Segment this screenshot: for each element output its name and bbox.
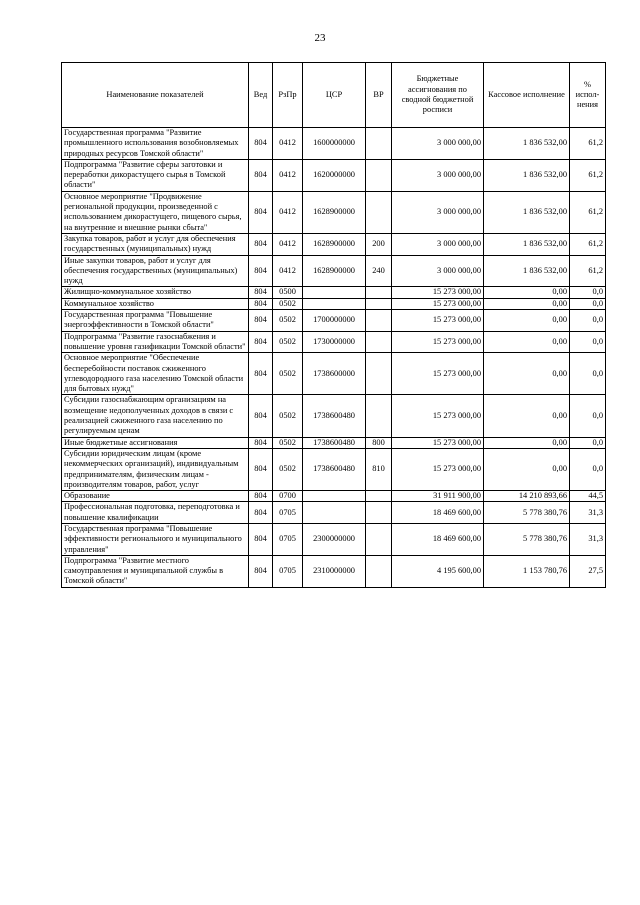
cell-rzpr: 0500 bbox=[273, 287, 303, 298]
cell-ved: 804 bbox=[249, 437, 273, 448]
cell-vr bbox=[366, 395, 392, 437]
cell-csr bbox=[303, 502, 366, 524]
cell-csr: 1628900000 bbox=[303, 233, 366, 255]
cell-csr bbox=[303, 298, 366, 309]
cell-cash: 1 836 532,00 bbox=[484, 255, 570, 287]
table-row bbox=[62, 448, 606, 490]
cell-rzpr: 0502 bbox=[273, 448, 303, 490]
cell-rzpr: 0412 bbox=[273, 255, 303, 287]
cell-rzpr: 0700 bbox=[273, 491, 303, 502]
cell-ved: 804 bbox=[249, 191, 273, 233]
cell-vr: 800 bbox=[366, 437, 392, 448]
cell-name: Подпрограмма "Развитие местного самоуправления и муниципальной службы в Томской области" bbox=[62, 555, 249, 587]
budget-execution-table bbox=[61, 62, 606, 588]
cell-name: Государственная программа "Повышение эффективности регионального и муниципального управления" bbox=[62, 523, 249, 555]
cell-csr bbox=[303, 491, 366, 502]
table-row bbox=[62, 502, 606, 524]
cell-cash: 0,00 bbox=[484, 310, 570, 332]
cell-percent: 61,2 bbox=[570, 128, 606, 160]
table-row bbox=[62, 233, 606, 255]
cell-cash: 0,00 bbox=[484, 298, 570, 309]
cell-cash: 1 836 532,00 bbox=[484, 233, 570, 255]
cell-name: Государственная программа "Повышение энергоэффективности в Томской области" bbox=[62, 310, 249, 332]
cell-budget: 15 273 000,00 bbox=[392, 331, 484, 353]
header-cash: Кассовое исполнение bbox=[484, 63, 570, 128]
page-number: 23 bbox=[314, 32, 326, 44]
cell-ved: 804 bbox=[249, 310, 273, 332]
cell-percent: 0,0 bbox=[570, 298, 606, 309]
cell-cash: 0,00 bbox=[484, 437, 570, 448]
header-ved: Вед bbox=[249, 63, 273, 128]
cell-name: Основное мероприятие "Обеспечение бесперебойности поставок сжиженного углеводородного газа населению Томской области для бытовых нужд" bbox=[62, 353, 249, 395]
cell-cash: 0,00 bbox=[484, 395, 570, 437]
cell-cash: 0,00 bbox=[484, 287, 570, 298]
cell-csr: 1738600480 bbox=[303, 448, 366, 490]
cell-budget: 18 469 600,00 bbox=[392, 502, 484, 524]
cell-budget: 3 000 000,00 bbox=[392, 159, 484, 191]
cell-percent: 61,2 bbox=[570, 233, 606, 255]
cell-rzpr: 0412 bbox=[273, 128, 303, 160]
cell-percent: 0,0 bbox=[570, 287, 606, 298]
cell-csr bbox=[303, 287, 366, 298]
cell-ved: 804 bbox=[249, 331, 273, 353]
cell-rzpr: 0502 bbox=[273, 310, 303, 332]
cell-name: Субсидии юридическим лицам (кроме некоммерческих организаций), индивидуальным предпринимателям, физическим лицам - производителям товаров, работ, услуг bbox=[62, 448, 249, 490]
cell-budget: 15 273 000,00 bbox=[392, 287, 484, 298]
cell-csr: 1738600000 bbox=[303, 353, 366, 395]
cell-rzpr: 0705 bbox=[273, 555, 303, 587]
cell-cash: 5 778 380,76 bbox=[484, 523, 570, 555]
table-header-row bbox=[62, 63, 606, 128]
cell-cash: 1 836 532,00 bbox=[484, 191, 570, 233]
cell-vr bbox=[366, 287, 392, 298]
table-row bbox=[62, 298, 606, 309]
cell-cash: 0,00 bbox=[484, 331, 570, 353]
table-row bbox=[62, 191, 606, 233]
cell-vr bbox=[366, 191, 392, 233]
table-row bbox=[62, 331, 606, 353]
cell-percent: 0,0 bbox=[570, 437, 606, 448]
cell-csr: 1738600480 bbox=[303, 437, 366, 448]
table-row bbox=[62, 491, 606, 502]
cell-ved: 804 bbox=[249, 491, 273, 502]
cell-percent: 0,0 bbox=[570, 331, 606, 353]
cell-budget: 15 273 000,00 bbox=[392, 448, 484, 490]
cell-vr bbox=[366, 523, 392, 555]
cell-ved: 804 bbox=[249, 298, 273, 309]
cell-name: Подпрограмма "Развитие сферы заготовки и переработки дикорастущего сырья в Томской области" bbox=[62, 159, 249, 191]
cell-percent: 0,0 bbox=[570, 310, 606, 332]
cell-csr: 1600000000 bbox=[303, 128, 366, 160]
cell-rzpr: 0705 bbox=[273, 523, 303, 555]
cell-name: Субсидии газоснабжающим организациям на возмещение недополученных доходов в связи с реализацией сжиженного газа населению по регулируемым ценам bbox=[62, 395, 249, 437]
cell-vr bbox=[366, 128, 392, 160]
table-row bbox=[62, 555, 606, 587]
table-row bbox=[62, 353, 606, 395]
cell-rzpr: 0502 bbox=[273, 353, 303, 395]
table-row bbox=[62, 437, 606, 448]
cell-percent: 0,0 bbox=[570, 448, 606, 490]
header-name: Наименование показателей bbox=[62, 63, 249, 128]
cell-vr bbox=[366, 353, 392, 395]
cell-budget: 15 273 000,00 bbox=[392, 437, 484, 448]
cell-percent: 0,0 bbox=[570, 353, 606, 395]
cell-cash: 0,00 bbox=[484, 353, 570, 395]
cell-ved: 804 bbox=[249, 159, 273, 191]
cell-budget: 3 000 000,00 bbox=[392, 233, 484, 255]
cell-budget: 18 469 600,00 bbox=[392, 523, 484, 555]
header-rzpr: РзПр bbox=[273, 63, 303, 128]
cell-name: Иные закупки товаров, работ и услуг для обеспечения государственных (муниципальных) нужд bbox=[62, 255, 249, 287]
cell-ved: 804 bbox=[249, 353, 273, 395]
cell-budget: 3 000 000,00 bbox=[392, 191, 484, 233]
cell-cash: 5 778 380,76 bbox=[484, 502, 570, 524]
cell-csr: 1628900000 bbox=[303, 191, 366, 233]
table-row bbox=[62, 310, 606, 332]
cell-ved: 804 bbox=[249, 523, 273, 555]
table-row bbox=[62, 255, 606, 287]
table-row bbox=[62, 523, 606, 555]
cell-name: Основное мероприятие "Продвижение региональной продукции, произведенной с использованием дикорастущего, пищевого сырья, на внутренние и внешние рынки сбыта" bbox=[62, 191, 249, 233]
cell-vr bbox=[366, 555, 392, 587]
table-row bbox=[62, 395, 606, 437]
cell-budget: 15 273 000,00 bbox=[392, 310, 484, 332]
cell-budget: 3 000 000,00 bbox=[392, 128, 484, 160]
cell-budget: 15 273 000,00 bbox=[392, 298, 484, 309]
cell-ved: 804 bbox=[249, 255, 273, 287]
table-row bbox=[62, 128, 606, 160]
cell-cash: 14 210 893,66 bbox=[484, 491, 570, 502]
cell-rzpr: 0502 bbox=[273, 331, 303, 353]
cell-vr bbox=[366, 491, 392, 502]
cell-csr: 1628900000 bbox=[303, 255, 366, 287]
cell-budget: 3 000 000,00 bbox=[392, 255, 484, 287]
header-percent: % испол-нения bbox=[570, 63, 606, 128]
cell-vr bbox=[366, 502, 392, 524]
cell-percent: 61,2 bbox=[570, 191, 606, 233]
cell-name: Государственная программа "Развитие промышленного использования возобновляемых природных ресурсов Томской области" bbox=[62, 128, 249, 160]
cell-vr bbox=[366, 310, 392, 332]
header-vr: ВР bbox=[366, 63, 392, 128]
cell-percent: 31,3 bbox=[570, 502, 606, 524]
cell-csr: 1730000000 bbox=[303, 331, 366, 353]
cell-percent: 0,0 bbox=[570, 395, 606, 437]
cell-cash: 1 836 532,00 bbox=[484, 128, 570, 160]
cell-ved: 804 bbox=[249, 287, 273, 298]
cell-ved: 804 bbox=[249, 128, 273, 160]
cell-name: Коммунальное хозяйство bbox=[62, 298, 249, 309]
cell-cash: 1 836 532,00 bbox=[484, 159, 570, 191]
cell-budget: 15 273 000,00 bbox=[392, 395, 484, 437]
cell-csr: 2300000000 bbox=[303, 523, 366, 555]
cell-name: Профессиональная подготовка, переподготовка и повышение квалификации bbox=[62, 502, 249, 524]
table-row bbox=[62, 287, 606, 298]
cell-rzpr: 0502 bbox=[273, 298, 303, 309]
cell-vr: 200 bbox=[366, 233, 392, 255]
table-row bbox=[62, 159, 606, 191]
cell-csr: 1738600480 bbox=[303, 395, 366, 437]
cell-name: Подпрограмма "Развитие газоснабжения и повышение уровня газификации Томской области" bbox=[62, 331, 249, 353]
cell-percent: 61,2 bbox=[570, 255, 606, 287]
cell-rzpr: 0412 bbox=[273, 191, 303, 233]
cell-percent: 61,2 bbox=[570, 159, 606, 191]
cell-budget: 15 273 000,00 bbox=[392, 353, 484, 395]
cell-percent: 27,5 bbox=[570, 555, 606, 587]
cell-csr: 2310000000 bbox=[303, 555, 366, 587]
cell-vr: 810 bbox=[366, 448, 392, 490]
header-budget: Бюджетные ассигнования по сводной бюджетной росписи bbox=[392, 63, 484, 128]
cell-percent: 31,3 bbox=[570, 523, 606, 555]
cell-ved: 804 bbox=[249, 395, 273, 437]
cell-csr: 1620000000 bbox=[303, 159, 366, 191]
cell-rzpr: 0502 bbox=[273, 395, 303, 437]
cell-ved: 804 bbox=[249, 502, 273, 524]
cell-ved: 804 bbox=[249, 233, 273, 255]
cell-vr bbox=[366, 331, 392, 353]
cell-rzpr: 0705 bbox=[273, 502, 303, 524]
cell-name: Жилищно-коммунальное хозяйство bbox=[62, 287, 249, 298]
cell-percent: 44,5 bbox=[570, 491, 606, 502]
cell-cash: 1 153 780,76 bbox=[484, 555, 570, 587]
header-csr: ЦСР bbox=[303, 63, 366, 128]
cell-ved: 804 bbox=[249, 555, 273, 587]
cell-budget: 31 911 900,00 bbox=[392, 491, 484, 502]
cell-vr bbox=[366, 159, 392, 191]
cell-csr: 1700000000 bbox=[303, 310, 366, 332]
cell-budget: 4 195 600,00 bbox=[392, 555, 484, 587]
cell-name: Иные бюджетные ассигнования bbox=[62, 437, 249, 448]
cell-vr bbox=[366, 298, 392, 309]
cell-vr: 240 bbox=[366, 255, 392, 287]
cell-cash: 0,00 bbox=[484, 448, 570, 490]
cell-name: Образование bbox=[62, 491, 249, 502]
cell-name: Закупка товаров, работ и услуг для обеспечения государственных (муниципальных) нужд bbox=[62, 233, 249, 255]
cell-ved: 804 bbox=[249, 448, 273, 490]
cell-rzpr: 0412 bbox=[273, 159, 303, 191]
cell-rzpr: 0412 bbox=[273, 233, 303, 255]
cell-rzpr: 0502 bbox=[273, 437, 303, 448]
